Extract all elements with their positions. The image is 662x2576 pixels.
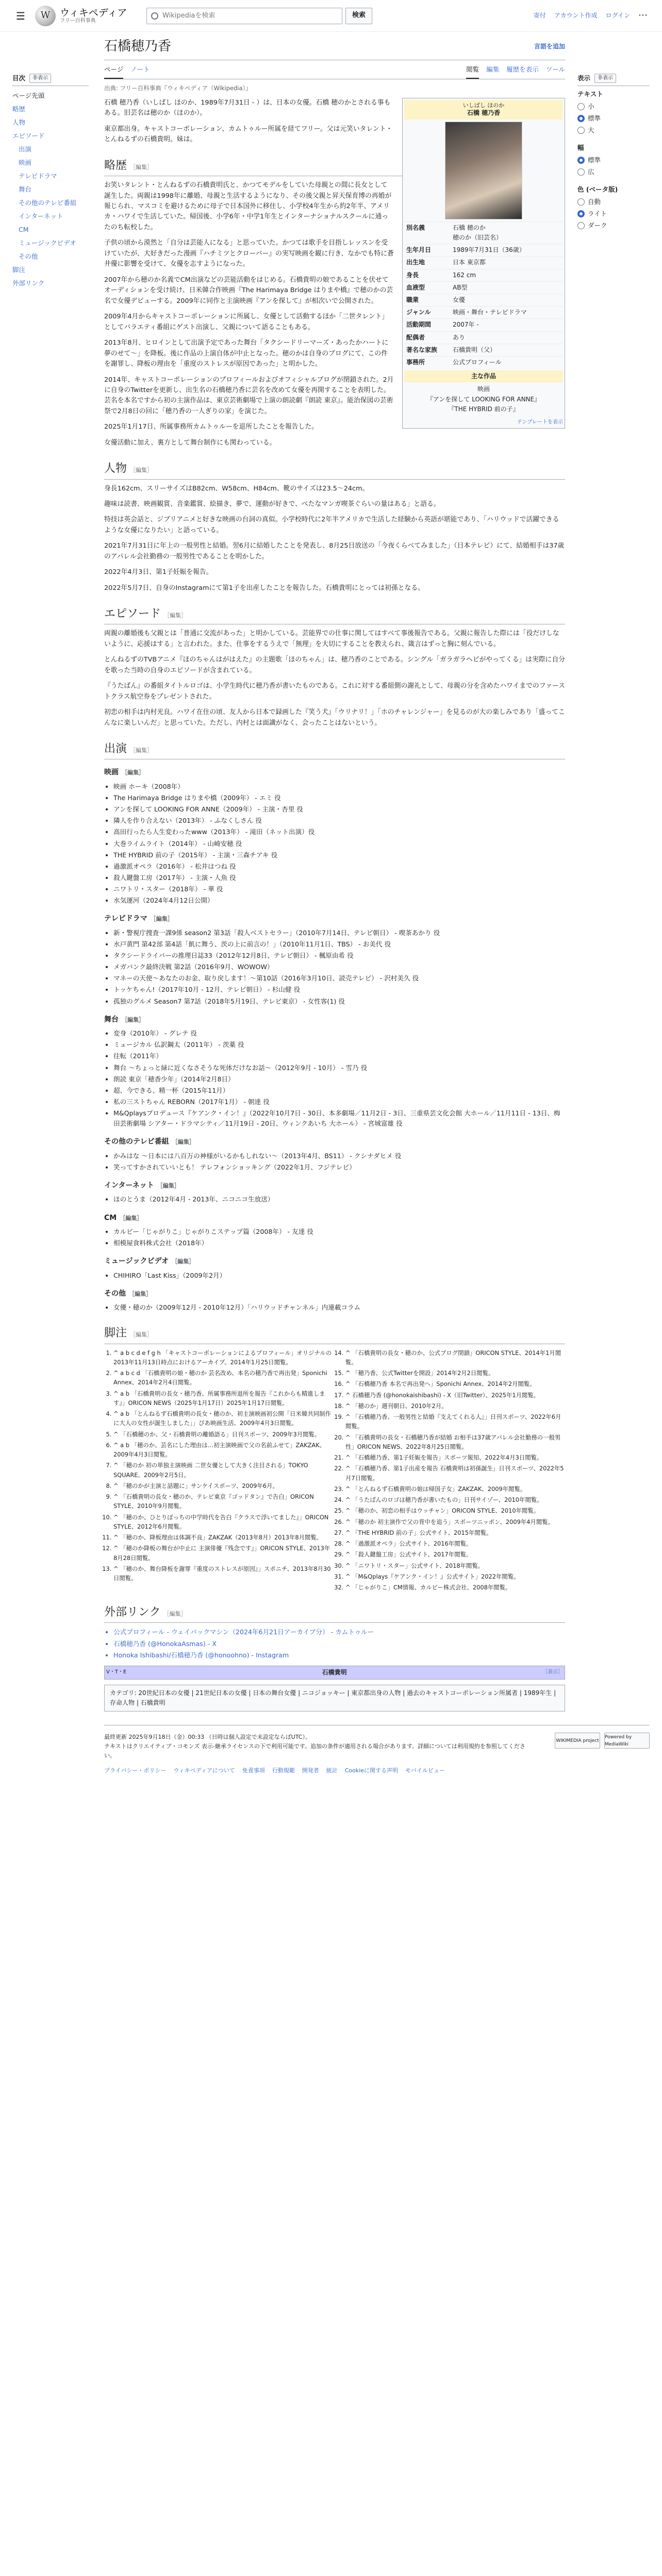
section-paragraph: 『うたばん』の番組タイトルロゴは、小学生時代に穂乃香が書いたものである。これに対する番組側の謝礼として、母親の分を含めたハワイまでのファーストクラス航空券をプレゼントされた。 xyxy=(104,682,565,701)
section-title: 外部リンク xyxy=(104,1606,161,1619)
intro-paragraph: 石橋 穂乃香（いしばし ほのか、1989年7月31日 - ）は、日本の女優。石橋 穂のかとされる事もある。旧芸名は穂のか（ほのか）。 xyxy=(104,98,391,117)
credit-list xyxy=(113,1227,565,1248)
section-paragraph: 2009年4月からキャストコーポレーションに所属し、女優として活動するほか「二世タレント」としてバラエティ番組にゲスト出演し、父親について語ることもある。 xyxy=(104,313,389,331)
infobox-row xyxy=(404,356,563,368)
appearance-group-label: 幅 xyxy=(577,144,584,151)
reference-item: 30. ^ 「ニワトリ・スター」公式サイト、2018年閲覧。 xyxy=(345,1561,565,1570)
credit-item: • 水戸黄門 第42部 第4話「飢に舞う、茨の上に前言の！」（2010年11月1日、TBS） - お美代 役 xyxy=(113,939,565,950)
section-paragraph: 特技は英会話と、ジブリアニメと好きな映画の台詞の真似。小学校時代に2年半アメリカで生活した経験から英語が堪能であり、「ハリウッドで活躍できるような女優になりたい」と語っている。 xyxy=(104,516,559,534)
credit-item: • 孤独のグルメ Season7 第7話（2018年5月19日、テレビ東京） - 女性客(1) 役 xyxy=(113,996,565,1007)
subsection-heading xyxy=(104,1288,565,1299)
infobox-value: 2007年 - xyxy=(453,321,479,329)
subsection-title: インターネット xyxy=(104,1181,154,1190)
edit-section-link[interactable]: ［編集］ xyxy=(122,1016,144,1023)
reference-item: 14. ^ 「石橋貴明の長女・穂のか、公式ブログ閉鎖」ORICON STYLE、2014年1月閲覧。 xyxy=(345,1348,565,1367)
references-heading xyxy=(104,1324,565,1344)
personal-tools xyxy=(534,8,648,23)
credit-item: • かみはな 〜日本には八百万の神様がいるかもしれない〜（2013年4月、BS11） - クシナダヒメ 役 xyxy=(113,1151,565,1161)
section-paragraph: 初恋の相手は内村光良。ハワイ在住の頃、友人から日本で録画した『笑う犬』「ウリナリ！」「ホのチャレンジャー」を見るのが大の楽しみであり「盛ってこんなに楽しいんだ」と思っていた。ただし、内村とは面識がなく、会ったことはないという。 xyxy=(104,708,565,727)
edit-section-link[interactable]: ［編集］ xyxy=(163,1611,187,1618)
credit-item: • 朗読 東京「穂香少年」（2014年2月8日） xyxy=(113,1074,565,1084)
option-label: ダーク xyxy=(588,222,607,229)
category-links[interactable]: カテゴリ: 20世紀日本の女優 | 21世紀日本の女優 | 日本の舞台女優 | ニコジョッキー | 東京都出身の人物 | 過去のキャストコーポレーション所属者 | 1989年生 | 存命人物 | 石橋貴明 xyxy=(104,1685,565,1711)
infobox-key: 血液型 xyxy=(406,283,425,291)
toc-subitem[interactable]: CM xyxy=(19,226,29,233)
infobox-key: 身長 xyxy=(406,271,419,279)
page-title: 石橋穂乃香 xyxy=(104,39,172,54)
search-box[interactable] xyxy=(146,8,342,24)
intro-paragraph: 東京都出身。キャストコーポレーション、カムトゥルー所属を経てフリー。父は元笑いタレント・とんねるずの石橋貴明。妹は。 xyxy=(104,125,393,144)
infobox-row xyxy=(404,244,563,256)
credit-item: • 殺人鍵盤工房（2017年） - 主演・人魚 役 xyxy=(113,873,565,883)
donate-link[interactable]: 寄付 xyxy=(533,11,546,19)
appearance-group-label: 色 (ベータ版) xyxy=(577,185,618,193)
credit-item: • The Harimaya Bridge はりまや橋（2009年） - エミ 役 xyxy=(113,793,565,803)
edit-section-link[interactable]: ［編集］ xyxy=(130,747,153,754)
subsection-title: テレビドラマ xyxy=(104,914,147,923)
infobox-header xyxy=(404,100,563,120)
credit-item: • 往転（2011年） xyxy=(113,1051,565,1061)
credit-item: • タクシードライバーの推理日誌33（2012年12月8日、テレビ朝日） - 楓原由希 役 xyxy=(113,951,565,961)
credit-item: • トッケちゃん!（2017年10月 - 12月、テレビ朝日） - 杉山健 役 xyxy=(113,985,565,995)
section-heading xyxy=(104,460,565,479)
credit-item: • ニワトリ・スター（2018年） - 華 役 xyxy=(113,884,565,894)
credit-item: • ほのとうま（2012年4月 - 2013年、ニコニコ生放送） xyxy=(113,1194,565,1205)
infobox-value: 女優 xyxy=(453,296,466,303)
section-paragraph: 2021年7月31日に年上の一般男性と結婚。翌6月に結婚したことを発表し、8月25日放送の「今夜くらべてみました」（日本テレビ）にて、結婚相手は37歳のアパレル会社勤務の一般男性であることを明かした。 xyxy=(104,542,565,561)
external-link[interactable]: • 石橋穂乃香 (@HonokaAsmas) - X xyxy=(113,1639,565,1649)
portrait-photo[interactable] xyxy=(445,122,522,219)
option-label: 自動 xyxy=(588,198,601,206)
appearance-option[interactable] xyxy=(577,125,650,135)
tab-article[interactable]: ページ xyxy=(104,62,123,79)
reference-item: 31. ^ 「M&Qplays『ケアンク・イン！』公式サイト」2022年閲覧。 xyxy=(345,1572,565,1581)
reference-item: 1. ^ a b c d e f g h 「キャストコーポレーションによるプロフィール」オリジナルの2013年11月13日時点におけるアーカイブ。2014年1月25日閲覧。 xyxy=(113,1348,333,1367)
mediawiki-logo[interactable]: Powered by MediaWiki xyxy=(604,1733,650,1749)
reference-item: 10. ^ 「穂のか、ひとりぼっちの中学時代を告白『クラスで浮いてました』」ORICON STYLE、2012年6月閲覧。 xyxy=(113,1513,333,1532)
credit-item: • CHIHIRO「Last Kiss」（2009年2月） xyxy=(113,1270,565,1281)
credit-item: • 大巻ライムライト（2014年） - 山崎安穂 役 xyxy=(113,839,565,849)
appearance-title: 表示 xyxy=(577,74,591,82)
edit-section-link[interactable]: ［編集］ xyxy=(164,612,187,619)
tab-read[interactable]: 閲覧 xyxy=(466,62,479,79)
reference-item: 24. ^ 「うたばんのロゴは穂乃香が書いたもの」日刊サイゾー、2010年閲覧。 xyxy=(345,1495,565,1504)
page-footer xyxy=(104,1725,650,1790)
subsection-heading xyxy=(104,1212,565,1224)
create-account-link[interactable]: アカウント作成 xyxy=(554,11,598,19)
edit-section-link[interactable]: ［編集］ xyxy=(120,1214,143,1222)
radio-icon[interactable] xyxy=(577,210,585,217)
footer-link[interactable]: 統計 xyxy=(326,1767,338,1774)
subsection-title: 映画 xyxy=(104,768,119,777)
subsection-title: 舞台 xyxy=(104,1015,119,1024)
credit-item: • 高田行ったら人生変わったwww（2013年） - 滝田（ネット出演）役 xyxy=(113,827,565,837)
credit-item: • 超、今できる、精一杯（2015年11月） xyxy=(113,1086,565,1096)
infobox-row xyxy=(404,294,563,306)
site-logo[interactable] xyxy=(35,6,138,26)
toc-item[interactable]: 略歴 xyxy=(12,105,26,113)
credit-item: • 女優・穂のか（2009年12月 - 2010年12月）「ハリウッドチャンネル」内連載コラム xyxy=(113,1302,565,1313)
infobox-key: 別名義 xyxy=(406,224,425,231)
reference-item: 18. ^ 「穂のか」週刊朝日、2010年2月。 xyxy=(345,1401,565,1411)
appearance-option[interactable] xyxy=(577,197,650,207)
section-paragraph: 2014年、キャストコーポレーションのプロフィールおよびオフィシャルブログが閉鎖された。2月に自身のTwitterを更新し、出生名の石橋穂乃香に芸名を改めて女優を再開することを表明した。芸名を本名ですから初の主演作品は、東京芸術劇場で上演の朗読劇『朗読 東京』。能治保図の芸術祭で2月8日の回に「穂乃香の一人ぎりの家」を演じた。 xyxy=(104,376,394,415)
infobox-value: 162 cm xyxy=(453,271,476,279)
section-paragraph: 2007年から穂のか名義でCM出演などの芸能活動をはじめる。石橋貴明の娘であることを伏せてオーディションを受け続け、日米韓合作映画『The Harimaya Bridge はりまや橋』で穂のかの芸名で女優デビューする。2009年に同作と主演映画『アンを探して』が相次いで公開された。 xyxy=(104,276,393,305)
reference-item: 19. ^ 「石橋穂乃香、一般男性と結婚『支えてくれる人』」日刊スポーツ、2022年6月閲覧。 xyxy=(345,1412,565,1431)
subsection-title: その他 xyxy=(104,1289,126,1298)
reference-item: 26. ^ 「穂のか 初主演作で父の背中を追う」スポーツニッポン、2009年4月閲覧。 xyxy=(345,1517,565,1527)
footer-link[interactable]: 開発者 xyxy=(302,1767,319,1774)
subsection-title: その他のテレビ番組 xyxy=(104,1138,169,1146)
infobox-key: 事務所 xyxy=(406,358,425,366)
reference-item: 13. ^ 「穂のか、舞台降板を謝罪『重度のストレスが原因』」スポニチ、2013年8月30日閲覧。 xyxy=(113,1564,333,1583)
add-language-button[interactable]: 言語を追加 xyxy=(534,43,565,50)
option-label: 広 xyxy=(588,168,594,176)
infobox-key: 配偶者 xyxy=(406,333,425,341)
credit-list xyxy=(113,928,565,1007)
infobox-value: あり xyxy=(453,333,466,341)
toc-item[interactable]: ページ先頭 xyxy=(12,92,45,99)
reference-item: 25. ^ 「穂のか、初恋の相手はウッチャン」ORICON STYLE、2010年閲覧。 xyxy=(345,1506,565,1515)
footer-link[interactable]: Cookieに関する声明 xyxy=(344,1767,399,1774)
appearance-panel xyxy=(577,32,650,1717)
reference-item: 2. ^ a b c d 「石橋貴明の娘・穂のか 芸名改め、本名の穂乃香で再出発」Sponichi Annex、2014年2月4日閲覧。 xyxy=(113,1368,333,1387)
reference-list xyxy=(113,1348,565,1592)
reference-item: 28. ^ 「過激派オペラ」公式サイト、2016年閲覧。 xyxy=(345,1539,565,1548)
credit-item: • THE HYBRID 前の子（2015年） - 主演・三森チアキ 役 xyxy=(113,850,565,860)
infobox-row xyxy=(404,269,563,281)
template-link[interactable]: テンプレートを表示 xyxy=(517,419,563,425)
radio-icon[interactable] xyxy=(577,157,585,164)
credit-item: • 変身（2010年） - グレテ 役 xyxy=(113,1028,565,1039)
option-label: ライト xyxy=(588,210,607,217)
infobox-name: 石橋 穂乃香 xyxy=(467,109,501,117)
appearance-option[interactable] xyxy=(577,167,650,177)
credit-item: • 私の三ストちゃん REBORN（2017年1月） - 朝達 役 xyxy=(113,1097,565,1107)
search-input[interactable] xyxy=(162,12,338,20)
tab-history[interactable]: 履歴を表示 xyxy=(506,65,539,73)
infobox-works: 映画 『アンを探して LOOKING FOR ANNE』 『THE HYBRID 前の子』 xyxy=(426,385,541,413)
infobox-row xyxy=(404,256,563,268)
edit-section-link[interactable]: ［編集］ xyxy=(150,916,173,923)
appearance-option[interactable] xyxy=(577,113,650,124)
infobox-value: 映画・舞台・テレビドラマ xyxy=(453,309,527,316)
subsection-heading xyxy=(104,1136,565,1147)
reference-item: 29. ^ 「殺人鍵盤工房」公式サイト、2017年閲覧。 xyxy=(345,1550,565,1559)
filmography-heading xyxy=(104,740,565,759)
subsection-heading xyxy=(104,1014,565,1025)
section-title: 出演 xyxy=(104,742,127,756)
reference-item: 8. ^ 「穂のかが主演と話題に」サンケイスポーツ、2009年6月。 xyxy=(113,1481,333,1490)
section-paragraph: とんねるずのTVBアニメ『ほのちゃんはがはえた』の主題歌「ほのちゃん」は、穂乃香のことである。シングル「ガラガラヘビがやってくる」は実際に自分を歌った当時の自身のエピソードが含まれている。 xyxy=(104,656,565,674)
table-of-contents xyxy=(12,32,89,1717)
tab-talk[interactable]: ノート xyxy=(130,65,150,73)
credit-item: • 笑ってすかされていいとも！ テレフォンショッキング（2022年1月、フジテレビ） xyxy=(113,1162,565,1173)
toc-subitem[interactable]: テレビドラマ xyxy=(19,172,57,180)
more-options-icon[interactable]: ⋯ xyxy=(638,10,648,21)
external-links-heading xyxy=(104,1603,565,1623)
credit-item: • メガバンク最終決戦 第2話（2016年9月、WOWOW） xyxy=(113,962,565,972)
footer-link[interactable]: モバイルビュー xyxy=(405,1767,445,1774)
toc-hide-button[interactable]: 非表示 xyxy=(29,74,51,83)
option-label: 標準 xyxy=(588,156,601,164)
credit-item: • マネーの天使〜あなたのお金、取り戻します！〜第10話（2016年3月10日、読売テレビ） - 沢村美久 役 xyxy=(113,973,565,984)
license-text: テキストはクリエイティブ・コモンズ 表示-継承ライセンスの下で利用可能です。追加の条件が適用される場合があります。詳細については利用規約を参照してください。 xyxy=(104,1743,525,1759)
subsection-heading xyxy=(104,913,565,924)
reference-item: 5. ^ 「石橋穂のか、父・石橋貴明の離婚語る」日刊スポーツ、2009年3月閲覧。 xyxy=(113,1430,333,1439)
appearance-group xyxy=(577,89,650,135)
last-modified: 最終更新 2025年9月18日（金）00:33 （日時は個人設定で未設定ならばUTC）。 xyxy=(104,1734,311,1741)
credit-list xyxy=(113,782,565,906)
edit-section-link[interactable]: ［編集］ xyxy=(130,467,153,474)
appearance-hide-button[interactable]: 非表示 xyxy=(594,74,616,83)
reference-item: 6. ^ a b 「穂のか、芸名にした理由は…初主演映画で父の名前ふせて」ZAKZAK、2009年4月3日閲覧。 xyxy=(113,1440,333,1460)
appearance-option[interactable] xyxy=(577,155,650,165)
page-tabs xyxy=(104,60,565,79)
toc-subitem[interactable]: 出演 xyxy=(19,145,32,153)
footer-link[interactable]: プライバシー・ポリシー xyxy=(104,1767,167,1774)
section-paragraph: 女優活動に加え、裏方として舞台制作にも関わっている。 xyxy=(104,438,276,447)
reference-item: 21. ^ 「石橋穂乃香、第1子妊娠を報告」スポーツ報知、2022年4月3日閲覧。 xyxy=(345,1453,565,1462)
external-links-list xyxy=(113,1627,565,1660)
credit-item: • カルビー「じゃがりこ」じゃがりこステップ篇（2008年） - 友達 役 xyxy=(113,1227,565,1237)
reference-item: 27. ^ 「THE HYBRID 前の子」公式サイト、2015年閲覧。 xyxy=(345,1528,565,1537)
reference-item: 12. ^ 「穂のか降板の舞台が中止に 主演俳優『残念です』」ORICON STYLE、2013年8月28日閲覧。 xyxy=(113,1544,333,1563)
infobox-value: 石橋 穂のか 穂のか（旧芸名） xyxy=(453,224,503,242)
tab-tools[interactable]: ツール xyxy=(545,65,565,73)
search-button[interactable]: 検索 xyxy=(345,8,372,24)
credit-item: • 映画 ホーキ（2008年） xyxy=(113,782,565,792)
infobox-key: ジャンル xyxy=(406,309,431,316)
infobox-value: AB型 xyxy=(453,283,468,291)
infobox-row xyxy=(404,344,563,356)
infobox xyxy=(402,98,565,429)
wikipedia-globe-icon: W xyxy=(35,6,56,26)
section-title: エピソード xyxy=(104,607,161,621)
reference-item: 11. ^ 「穂のか、降板理由は体調不良」ZAKZAK（2013年8月）2013年8月閲覧。 xyxy=(113,1533,333,1542)
infobox-value: 石橋貴明（父） xyxy=(453,346,496,353)
credit-list xyxy=(113,1270,565,1281)
credit-list xyxy=(113,1151,565,1173)
reference-item: 17. ^ 石橋穂乃香 (@honokaishibashi) - X（旧Twitter）、2025年1月閲覧。 xyxy=(345,1391,565,1400)
credit-item: • アンを探して LOOKING FOR ANNE（2009年） - 主演・杏里 役 xyxy=(113,804,565,815)
radio-icon[interactable] xyxy=(577,115,585,122)
subsection-title: CM xyxy=(104,1213,117,1222)
credit-item: • ミュージカル 仏訳鋼太（2011年） - 茨薬 役 xyxy=(113,1040,565,1050)
section-paragraph: 趣味は読書、映画観賞、音楽鑑賞、絵描き、夢で、運動が好きで、ぺたなマンガ喫茶ぐらいの量はある」と語る。 xyxy=(104,500,440,509)
radio-icon[interactable] xyxy=(577,127,585,134)
external-link[interactable]: • 公式プロフィール - ウェイバックマシン（2024年6月21日アーカイブ分） - カムトゥルー xyxy=(113,1627,565,1637)
site-sub: 出典: フリー百科事典『ウィキペディア（Wikipedia）』 xyxy=(104,84,252,92)
toc-subitem[interactable]: インターネット xyxy=(19,212,63,220)
page-title-bar xyxy=(104,32,565,60)
edit-section-link[interactable]: ［編集］ xyxy=(130,1331,153,1338)
reference-item: 15. ^ 「穂乃香、公式Twitterを開設」2014年2月2日閲覧。 xyxy=(345,1368,565,1378)
infobox-value: 日本 東京都 xyxy=(453,259,486,266)
section-paragraph: お笑いタレント・とんねるずの石橋貴明氏と、かつてモデルをしていた母親との間に長女として誕生した。両親は1998年に離婚、母親と生活するようになり、その後父親と昇天保育博の再婚が報じられ、マスコミを避けるために母子で日本国外に移住し、小学校4年生から約2年半、アメリカ・ハワイで生活していた。帰国後、小学6年・中学1年生とインターナショナルスクールに通ったのち転校した。 xyxy=(104,181,392,231)
infobox-works-header: 主な作品 xyxy=(404,370,563,382)
edit-section-link[interactable]: ［編集］ xyxy=(130,163,153,171)
credit-item: • 舞台 ～ちょっと緑に近くなさそうな死体だけなお話～（2012年9月 - 10月） - 雪乃 役 xyxy=(113,1063,565,1073)
option-label: 小 xyxy=(588,103,594,110)
infobox-row xyxy=(404,222,563,244)
main-content xyxy=(89,32,577,1717)
section-title: 脚注 xyxy=(104,1327,127,1340)
section-paragraph: 身長162cm、スリーサイズはB82cm、W58cm、H84cm、靴のサイズは23.5〜24cm。 xyxy=(104,484,369,493)
radio-icon[interactable] xyxy=(577,168,585,176)
footer-link[interactable]: 行動規範 xyxy=(272,1767,295,1774)
subsection-title: ミュージックビデオ xyxy=(104,1257,169,1266)
reference-item: 3. ^ a b 「石橋貴明の長女・穂乃香、所属事務所退所を報告『これからも精進します』」ORICON NEWS（2025年1月17日）2025年1月17日閲覧。 xyxy=(113,1389,333,1408)
section-heading xyxy=(104,605,565,624)
reference-item: 7. ^ 「穂のか 初の単独主演映画 二世女優として大きく注目される」TOKYO SQUARE、2009年2月5日。 xyxy=(113,1461,333,1480)
infobox-row xyxy=(404,306,563,318)
credit-item: • 隣人を作り合えない（2013年） - ふなくしさん 役 xyxy=(113,816,565,826)
menu-icon[interactable]: ☰ xyxy=(16,9,25,22)
infobox-key: 著名な家族 xyxy=(406,346,438,353)
section-paragraph: 両親の離婚後も父親とは「普通に交流があった」と明かしている。芸能界での仕事に関してはすべて事後報告である。父親に報告した際には「役だけしないように、応援はする」と言われた。また、仕事をするうえで「無理」を大切にすることを教えられ、箴言はずっと胸に刻んでいる。 xyxy=(104,630,559,648)
infobox-value: 1989年7月31日（36歳） xyxy=(453,246,525,254)
navbox xyxy=(104,1666,565,1680)
edit-section-link[interactable]: ［編集］ xyxy=(122,769,144,776)
edit-section-link[interactable]: ［編集］ xyxy=(129,1290,152,1297)
reference-item: 23. ^ 「とんねるず石橋貴明の娘は帰国子女」ZAKZAK、2009年閲覧。 xyxy=(345,1484,565,1494)
toc-subitem[interactable]: 舞台 xyxy=(19,185,32,193)
infobox-key: 職業 xyxy=(406,296,419,303)
edit-section-link[interactable]: ［編集］ xyxy=(157,1182,180,1190)
logo-wordmark: ウィキペディア xyxy=(60,7,127,19)
credit-item: • 相模屋食料株式会社（2018年） xyxy=(113,1238,565,1248)
edit-section-link[interactable]: ［編集］ xyxy=(172,1258,195,1265)
toc-item[interactable]: 脚注 xyxy=(12,266,26,274)
section-title: 人物 xyxy=(104,462,127,476)
appearance-option[interactable] xyxy=(577,209,650,219)
reference-item: 32. ^ 「じゃがりこ」CM情報、カルビー株式会社、2008年閲覧。 xyxy=(345,1583,565,1592)
reference-item: 20. ^ 「石橋貴明の長女・石橋穂乃香が結婚 お相手は37歳アパレル会社勤務の一般男性」ORICON NEWS、2022年8月25日閲覧。 xyxy=(345,1433,565,1452)
reference-item: 9. ^ 「石橋貴明の長女・穂のか、テレビ東京『ゴッドタン』で告白」ORICON STYLE、2010年9月閲覧。 xyxy=(113,1492,333,1511)
toc-subitem[interactable]: その他のテレビ番組 xyxy=(19,199,77,207)
navbox-toggle[interactable]: ［表示］ xyxy=(542,1669,563,1675)
infobox-key: 生年月日 xyxy=(406,246,432,254)
infobox-row xyxy=(404,281,563,294)
edit-section-link[interactable]: ［編集］ xyxy=(172,1139,195,1146)
credit-list xyxy=(113,1028,565,1129)
infobox-key: 活動期間 xyxy=(406,321,432,329)
navbox-vte[interactable]: V・T・E xyxy=(106,1669,127,1675)
section-title: 略歴 xyxy=(104,159,127,172)
toc-subitem[interactable]: ミュージックビデオ xyxy=(19,239,76,247)
toc-title: 目次 xyxy=(12,74,26,82)
reference-item: 16. ^ 「石橋穂乃香 本名で再出発へ」Sponichi Annex、2014年2月閲覧。 xyxy=(345,1379,565,1388)
option-label: 大 xyxy=(588,126,594,134)
credit-item: • 新・警視庁捜査一課9係 season2 第3話「殺人ベストセラー」（2010年7月14日、テレビ朝日） - 喫茶あかり 役 xyxy=(113,928,565,938)
tab-edit[interactable]: 編集 xyxy=(486,65,500,73)
toc-item[interactable]: 人物 xyxy=(12,118,26,126)
section-paragraph: 子供の頃から漠然と「自分は芸能人になる」と思っていた。かつては歌手を目指しレッスンを受けていたが、大好きだった漫画『ハチミツとクローバー』の実写映画を観に行き、なかでも特に蒼井優に影響を受けて、女優を志すようになった。 xyxy=(104,239,394,268)
login-link[interactable]: ログイン xyxy=(605,11,630,19)
toc-subitem[interactable]: 映画 xyxy=(19,159,32,166)
section-paragraph: 2013年8月、ヒロインとして出演予定であった舞台「タクシードリーマーズ・あったかハートに夢のせて〜」を降板。後に作品の上演自体が中止となった。穂のかは自身のブログにて、この件を謝罪し、降板の理由を「重度のストレスが原因であった」と明かした。 xyxy=(104,339,389,368)
reference-item: 4. ^ a b 「とんねるず石橋貴明の長女・穂のか、初主演映画初公開「日米韓共同制作に大人の女性が誕生しました」」ぴあ映画生活、2009年4月3日閲覧。 xyxy=(113,1409,333,1428)
subsection-heading xyxy=(104,1256,565,1267)
subsection-heading xyxy=(104,767,565,778)
infobox-key: 出生地 xyxy=(406,259,425,266)
reference-item: 22. ^ 「石橋穂乃香、第1子出産を報告 石橋貴明は初孫誕生」日刊スポーツ、2022年5月7日閲覧。 xyxy=(345,1464,565,1483)
external-link[interactable]: • Honoka Ishibashi/石橋穂乃香 (@honoohno) - Instagram xyxy=(113,1650,565,1660)
infobox-value: 公式プロフィール xyxy=(453,358,502,366)
radio-icon[interactable] xyxy=(577,198,585,206)
infobox-kana: いしばし ほのか xyxy=(462,101,505,109)
footer-link[interactable]: ウィキペディアについて xyxy=(173,1767,235,1774)
section-paragraph: 2022年4月3日、第1子妊娠を報告。 xyxy=(104,568,213,577)
toc-item[interactable]: 外部リンク xyxy=(12,279,45,287)
section-paragraph: 2025年1月17日、所属事務所カムトゥルーを退所したことを報告した。 xyxy=(104,423,318,431)
search-icon xyxy=(151,12,158,20)
toc-item[interactable]: エピソード xyxy=(12,132,45,140)
footer-link[interactable]: 免責事項 xyxy=(242,1767,265,1774)
appearance-option[interactable] xyxy=(577,221,650,231)
appearance-option[interactable] xyxy=(577,101,650,112)
credit-list xyxy=(113,1302,565,1313)
appearance-group xyxy=(577,184,650,231)
infobox-row xyxy=(404,331,563,344)
infobox-row xyxy=(404,318,563,331)
appearance-group-label: テキスト xyxy=(577,90,603,98)
wikimedia-logo[interactable]: WIKIMEDIA project xyxy=(555,1733,600,1749)
credit-item: • M&Qplaysプロデュース『ケアンク・イン！』（2022年10月7日 - 30日、本多劇場／11月2日 - 3日、三重県芸文化会館 大ホール／11月11日 - 13日、梅田芸術劇場 シアター・ドラマシティ／11月19日 - 20日、ウィンクあいち 大ホール） - 宮城富雄 役 xyxy=(113,1108,565,1129)
logo-tagline: フリー百科事典 xyxy=(60,18,96,24)
radio-icon[interactable] xyxy=(577,103,585,110)
subsection-heading xyxy=(104,1180,565,1191)
section-paragraph: 2022年5月7日、自身のInstagramにて第1子を出産したことを報告した。石橋貴明にとっては初孫となる。 xyxy=(104,584,424,592)
navbox-title[interactable]: 石橋貴明 xyxy=(322,1668,347,1676)
appearance-group xyxy=(577,143,650,177)
credit-item: • 水気運河（2024年4月12日公開） xyxy=(113,895,565,906)
credit-item: • 過激派オペラ（2016年） - 松井はつね 役 xyxy=(113,861,565,872)
site-header xyxy=(0,0,662,32)
radio-icon[interactable] xyxy=(577,222,585,229)
option-label: 標準 xyxy=(588,114,601,122)
credit-list xyxy=(113,1194,565,1205)
toc-subitem[interactable]: その他 xyxy=(19,252,38,260)
